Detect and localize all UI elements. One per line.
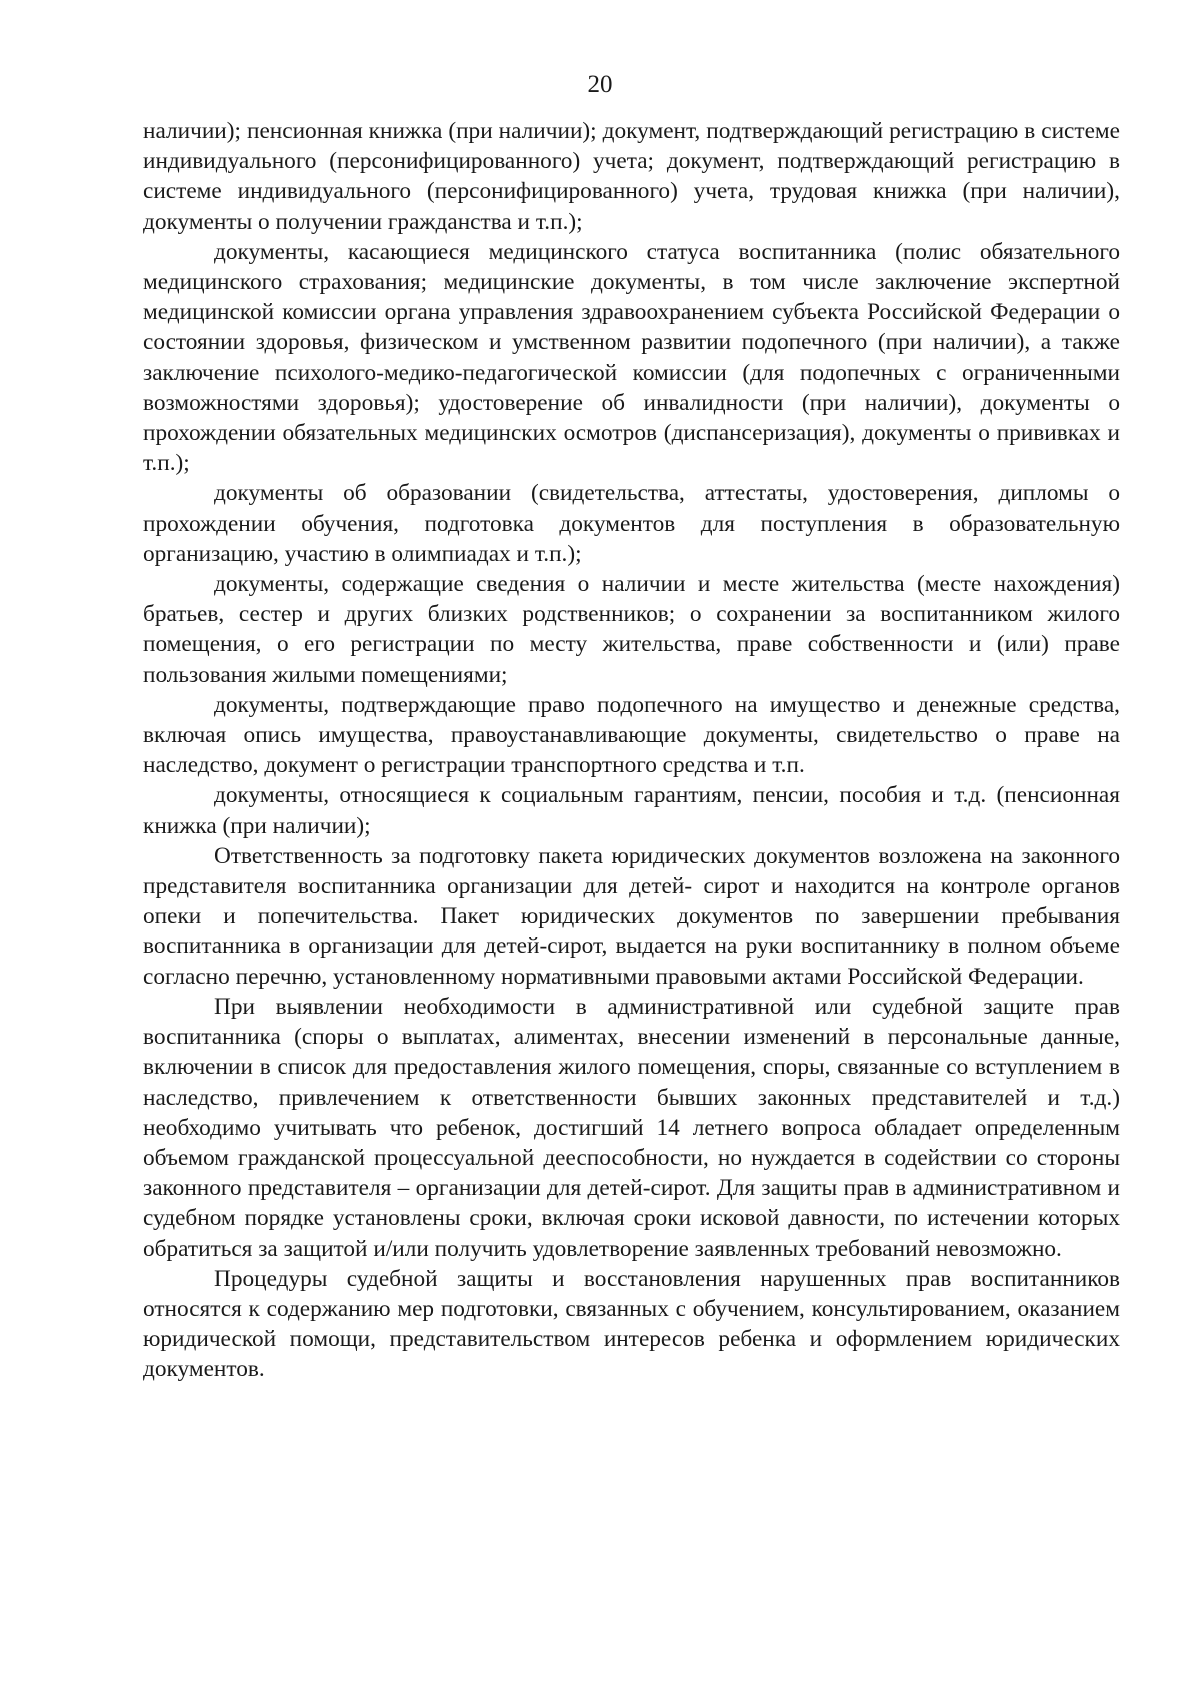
paragraph-6: документы, относящиеся к социальным гарантиям, пенсии, пособия и т.д. (пенсионная книжка (при наличии); (143, 782, 1120, 839)
paragraph-8: При выявлении необходимости в административной или судебной защите прав воспитанника (споры о выплатах, алиментах, внесении изменений в персональные данные, включении в список для предоставления жилого помещения, споры, связанные со вступлением в наследство, привлечением к ответственности бывших законных представителей и т.д.) необходимо учитывать что ребенок, достигший 14 летнего вопроса обладает определенным объемом гражданской процессуальной дееспособности, но нуждается в содействии со стороны законного представителя – организации для детей-сирот. Для защиты прав в административном и судебном порядке установлены сроки, включая сроки исковой давности, по истечении которых обратиться за защитой и/или получить удовлетворение заявленных требований невозможно. (143, 993, 1120, 1262)
paragraph-7: Ответственность за подготовку пакета юридических документов возложена на законного представителя воспитанника организации для детей- сирот и находится на контроле органов опеки и попечительства. Пакет юридических документов по завершении пребывания воспитанника в организации для детей-сирот, выдается на руки воспитаннику в полном объеме согласно перечню, установленному нормативными правовыми актами Российской Федерации. (143, 842, 1120, 990)
paragraph-1: наличии); пенсионная книжка (при наличии); документ, подтверждающий регистрацию в системе индивидуального (персонифицированного) учета; документ, подтверждающий регистрацию в системе индивидуального (персонифицированного) учета, трудовая книжка (при наличии), документы о получении гражданства и т.п.); (143, 118, 1120, 235)
paragraph-9: Процедуры судебной защиты и восстановления нарушенных прав воспитанников относятся к содержанию мер подготовки, связанных с обучением, консультированием, оказанием юридической помощи, представительством интересов ребенка и оформлением юридических документов. (143, 1265, 1120, 1383)
paragraph-2: документы, касающиеся медицинского статуса воспитанника (полис обязательного медицинского страхования; медицинские документы, в том числе заключение экспертной медицинской комиссии органа управления здравоохранением субъекта Российской Федерации о состоянии здоровья, физическом и умственном развитии подопечного (при наличии), а также заключение психолого-медико-педагогической комиссии (для подопечных с ограниченными возможностями здоровья); удостоверение об инвалидности (при наличии), документы о прохождении обязательных медицинских осмотров (диспансеризация), документы о прививках и т.п.); (143, 238, 1120, 477)
paragraph-4: документы, содержащие сведения о наличии и месте жительства (месте нахождения) братьев, сестер и других близких родственников; о сохранении за воспитанником жилого помещения, о его регистрации по месту жительства, праве собственности и (или) праве пользования жилыми помещениями; (143, 571, 1120, 688)
paragraph-3: документы об образовании (свидетельства, аттестаты, удостоверения, дипломы о прохождении обучения, подготовка документов для поступления в образовательную организацию, участию в олимпиадах и т.п.); (143, 480, 1120, 567)
paragraph-5: документы, подтверждающие право подопечного на имущество и денежные средства, включая опись имущества, правоустанавливающие документы, свидетельство о праве на наследство, документ о регистрации транспортного средства и т.п. (143, 691, 1120, 779)
document-body (143, 116, 1120, 1385)
page-number: 20 (587, 71, 613, 98)
